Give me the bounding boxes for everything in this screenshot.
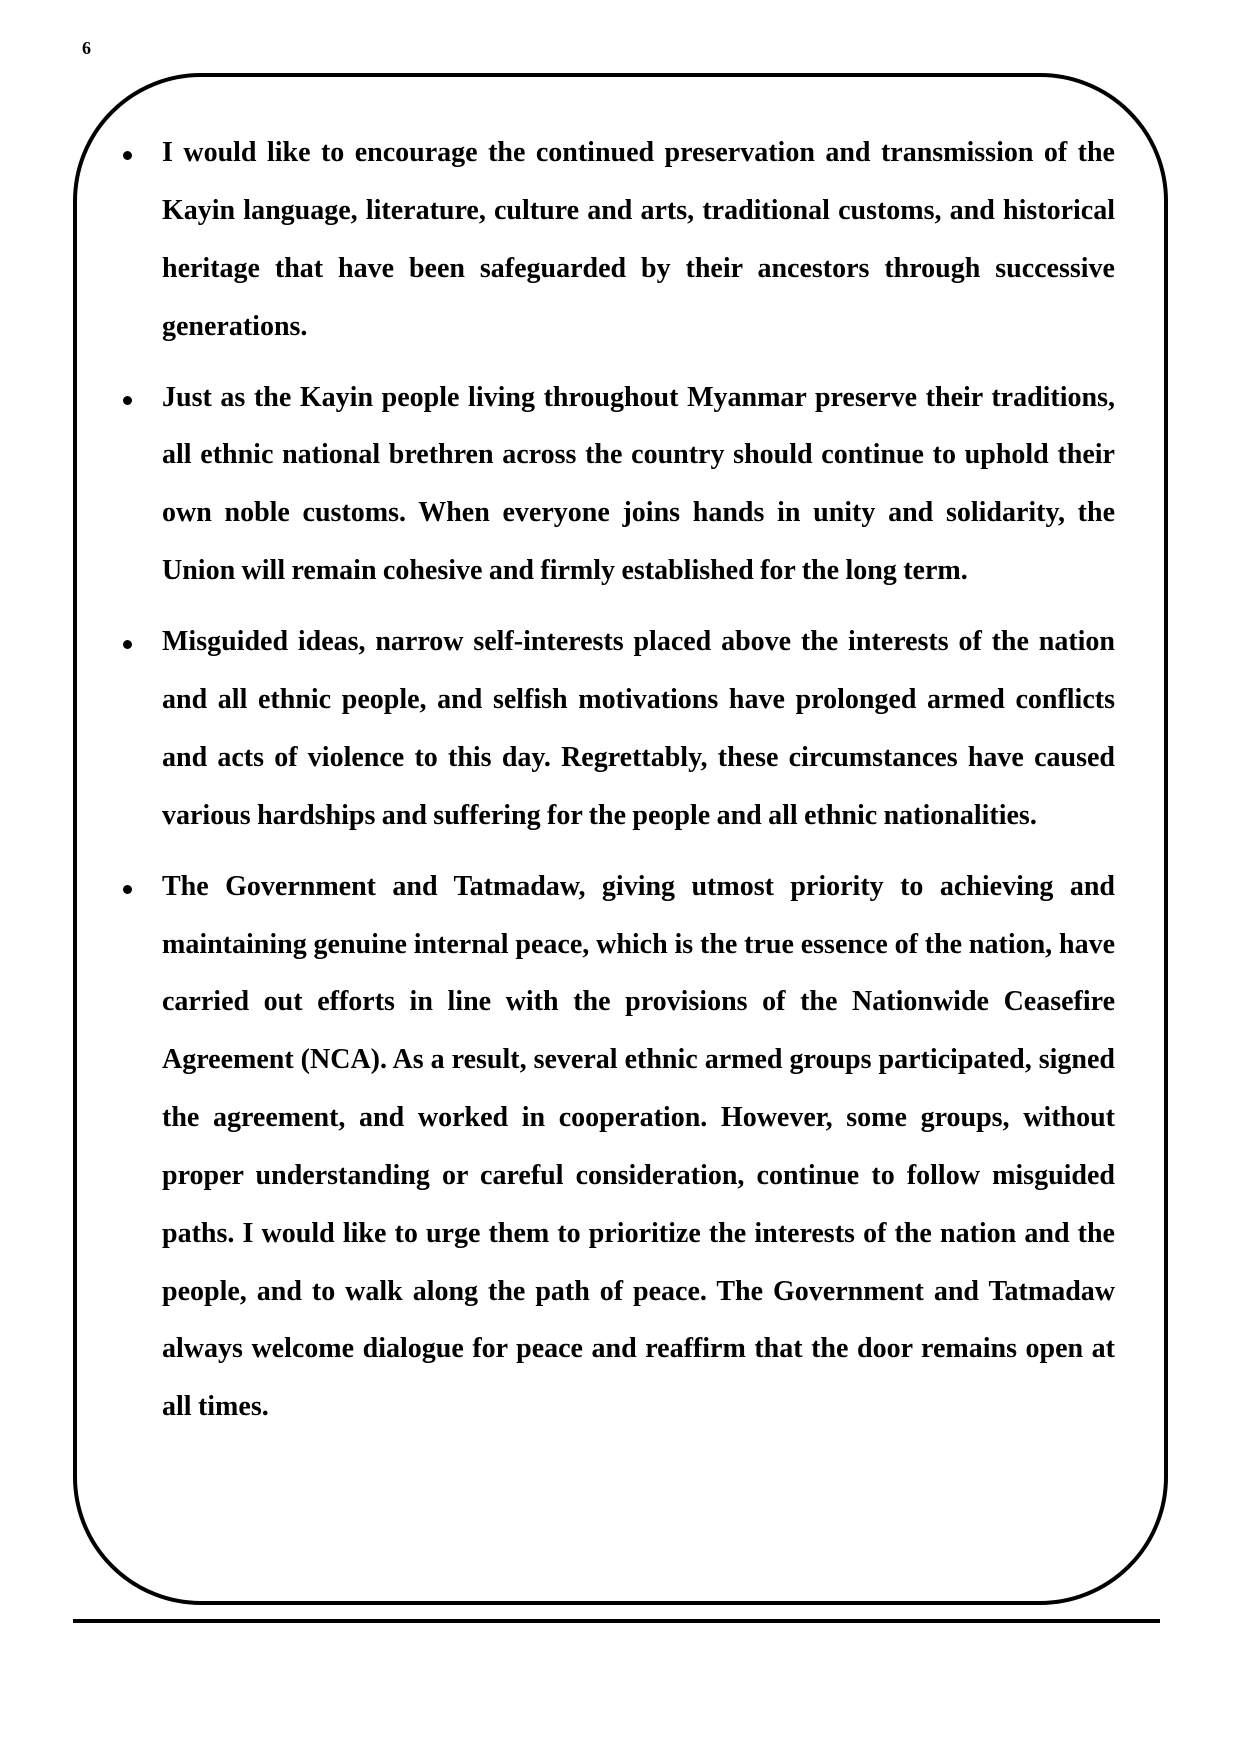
bullet-item xyxy=(162,858,1115,1436)
bullet-item xyxy=(162,613,1115,844)
bullet-item xyxy=(162,369,1115,600)
bullet-text: Misguided ideas, narrow self-interests placed above the interests of the nation and all ethnic people, and selfish motivations have prolonged armed conflicts and acts of violence to this day. Regrettably, these circumstances have caused various hardships and suffering for the people and all ethnic nationalities. xyxy=(162,626,1115,831)
bullet-text: Just as the Kayin people living throughout Myanmar preserve their traditions, all ethnic national brethren across the country should continue to uphold their own noble customs. When everyone joins hands in unity and solidarity, the Union will remain cohesive and firmly established for the long term. xyxy=(162,381,1115,587)
footer-horizontal-rule xyxy=(73,1619,1160,1623)
bullet-list xyxy=(162,124,1115,1449)
bullet-text: The Government and Tatmadaw, giving utmost priority to achieving and maintaining genuine internal peace, which is the true essence of the nation, have carried out efforts in line with the provisions of the Nationwide Ceasefire Agreement (NCA). As a result, several ethnic armed groups participated, signed the agreement, and worked in cooperation. However, some groups, without proper understanding or careful consideration, continue to follow misguided paths. I would like to urge them to prioritize the interests of the nation and the people, and to walk along the path of peace. The Government and Tatmadaw always welcome dialogue for peace and reaffirm that the door remains open at all times. xyxy=(162,870,1115,1423)
bullet-dot-icon xyxy=(123,885,132,894)
bullet-item xyxy=(162,124,1115,355)
bullet-text: I would like to encourage the continued preservation and transmission of the Kayin language, literature, culture and arts, traditional customs, and historical heritage that have been safeguarded by their ancestors through successive generations. xyxy=(162,137,1115,342)
bullet-dot-icon xyxy=(123,151,132,160)
page-number: 6 xyxy=(82,38,91,58)
bullet-dot-icon xyxy=(123,396,132,405)
